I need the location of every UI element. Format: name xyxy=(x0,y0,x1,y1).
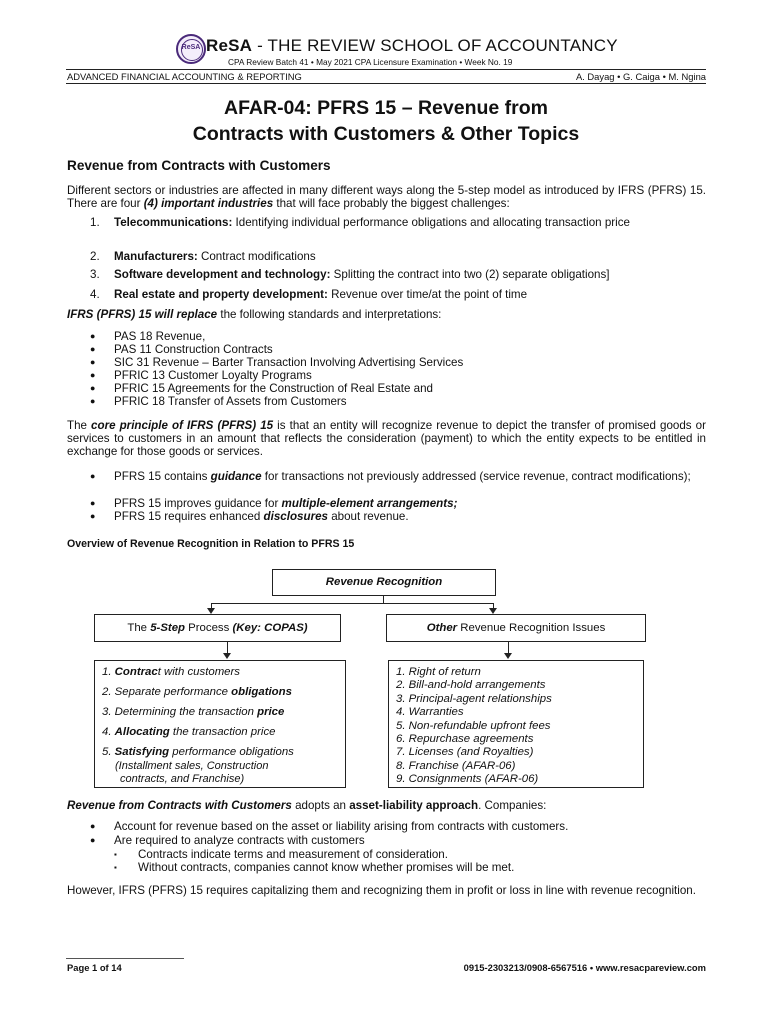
item-number: 3. xyxy=(90,268,100,281)
bullet-icon: ● xyxy=(90,344,96,354)
step-item xyxy=(102,726,275,739)
industry-text: Revenue over time/at the point of time xyxy=(327,288,528,301)
issue-item: 3. Principal-agent relationships xyxy=(396,692,552,705)
bullet-icon: ● xyxy=(90,331,96,341)
revenue-recognition-label: Revenue Recognition xyxy=(325,576,443,588)
overview-heading: Overview of Revenue Recognition in Relation to PFRS 15 xyxy=(67,538,355,550)
arrow-down-icon xyxy=(223,653,231,659)
five-step-text: The xyxy=(127,622,151,634)
issue-item: 4. Warranties xyxy=(396,706,464,719)
bullet-icon: ● xyxy=(90,511,96,521)
intro-paragraph xyxy=(67,184,706,210)
point-text: PFRS 15 contains xyxy=(114,470,211,483)
step-text-end: the transaction price xyxy=(169,726,276,738)
point-emphasis: disclosures xyxy=(263,510,328,523)
lead-text-end: . Companies: xyxy=(478,799,547,812)
step-text: 3. Determining the transaction xyxy=(102,706,258,718)
bullet-icon: ● xyxy=(90,471,96,481)
industry-label: Telecommunications: xyxy=(114,216,233,229)
point-text-end: about revenue. xyxy=(327,510,409,523)
connector xyxy=(383,595,384,603)
lead-emphasis: Revenue from Contracts with Customers xyxy=(67,799,292,812)
lead-approach: asset-liability approach xyxy=(349,799,479,812)
title-line-1: AFAR-04: PFRS 15 – Revenue from xyxy=(223,97,548,119)
step-sub-text: (Installment sales, Construction xyxy=(115,760,269,772)
industry-text: Splitting the contract into two (2) separate obligations] xyxy=(330,268,610,281)
closing-paragraph: However, IFRS (PFRS) 15 requires capitalizing them and recognizing them in profit or loss in line with revenue recognition. xyxy=(67,884,696,897)
replace-text: the following standards and interpretations: xyxy=(217,308,442,321)
logo xyxy=(176,34,206,64)
title-line-2: Contracts with Customers & Other Topics xyxy=(192,123,580,145)
issue-item: 2. Bill-and-hold arrangements xyxy=(396,679,546,692)
item-number: 2. xyxy=(90,250,100,263)
section-heading: Revenue from Contracts with Customers xyxy=(67,158,331,173)
item-number: 1. xyxy=(90,216,100,229)
copas-key: (Key: COPAS) xyxy=(232,622,308,634)
step-text-end: t with customers xyxy=(157,666,241,678)
step-text: 1. xyxy=(102,666,115,678)
course-title: ADVANCED FINANCIAL ACCOUNTING & REPORTING xyxy=(67,71,302,82)
page-title xyxy=(66,95,706,147)
standard-text: PFRIC 15 Agreements for the Construction of Real Estate and xyxy=(114,382,433,395)
bullet-icon: ● xyxy=(90,835,96,845)
logo-text: ReSA xyxy=(181,44,201,51)
core-emphasis: core principle of IFRS (PFRS) 15 xyxy=(91,419,274,432)
standard-text: PAS 18 Revenue, xyxy=(114,330,206,343)
five-step-text-mid: Process xyxy=(185,622,233,634)
connector xyxy=(211,603,494,604)
issue-item: 5. Non-refundable upfront fees xyxy=(396,719,551,732)
footer-contact: 0915-2303213/0908-6567516 • www.resacpareview.com xyxy=(463,962,706,973)
asset-liability-paragraph xyxy=(67,799,706,812)
square-bullet-icon: ▪ xyxy=(114,850,117,859)
industry-label: Manufacturers: xyxy=(114,250,198,263)
standard-text: PFRIC 18 Transfer of Assets from Customers xyxy=(114,395,347,408)
steps-list-box xyxy=(94,660,346,788)
industry-text: Identifying individual performance obligations and allocating transaction price xyxy=(232,216,630,229)
issues-list xyxy=(396,666,552,787)
step-item xyxy=(102,666,240,679)
point-text-end: for transactions not previously addressed (service revenue, contract modifications); xyxy=(261,470,691,483)
companies-text: Are required to analyze contracts with customers xyxy=(114,834,365,847)
brand-name: ReSA xyxy=(206,36,253,55)
standard-text: PFRIC 13 Customer Loyalty Programs xyxy=(114,369,312,382)
industry-text: Contract modifications xyxy=(197,250,316,263)
bullet-icon: ● xyxy=(90,396,96,406)
step-keyword: obligations xyxy=(231,686,292,698)
issue-item: 1. Right of return xyxy=(396,666,481,678)
step-text: 4. xyxy=(102,726,115,738)
step-item xyxy=(102,686,292,699)
issues-list-box xyxy=(388,660,644,788)
step-sub-text: contracts, and Franchise) xyxy=(120,773,245,785)
other-issues-text: Revenue Recognition Issues xyxy=(457,622,606,634)
bullet-icon: ● xyxy=(90,498,96,508)
step-item xyxy=(102,706,284,719)
industry-label: Software development and technology: xyxy=(114,268,331,281)
industry-label: Real estate and property development: xyxy=(114,288,328,301)
point-text: PFRS 15 improves guidance for xyxy=(114,497,282,510)
step-keyword: Allocating xyxy=(114,726,170,738)
header-rule-top xyxy=(66,69,706,70)
other-emphasis: Other xyxy=(426,622,458,634)
bullet-icon: ● xyxy=(90,357,96,367)
intro-emphasis: (4) important industries xyxy=(143,197,274,211)
issue-item: 8. Franchise (AFAR-06) xyxy=(396,759,516,772)
bullet-icon: ● xyxy=(90,370,96,380)
intro-text: Different sectors or industries are affected in many different ways along the 5-step model as introduced by IFRS (PFRS) 15. There are four xyxy=(67,184,706,211)
five-step-box xyxy=(94,614,341,642)
brand-school: - THE REVIEW SCHOOL OF ACCOUNTANCY xyxy=(252,36,618,55)
step-item xyxy=(102,746,294,759)
point-text: PFRS 15 requires enhanced xyxy=(114,510,264,523)
batch-line: CPA Review Batch 41 • May 2021 CPA Licensure Examination • Week No. 19 xyxy=(228,57,513,67)
square-bullet-icon: ▪ xyxy=(114,863,117,872)
page-number: Page 1 of 14 xyxy=(67,962,122,973)
companies-text: Account for revenue based on the asset or liability arising from contracts with customers. xyxy=(114,820,569,833)
bullet-icon: ● xyxy=(90,821,96,831)
other-issues-label xyxy=(387,615,645,641)
sub-text: Without contracts, companies cannot know whether promises will be met. xyxy=(138,861,515,874)
arrow-down-icon xyxy=(504,653,512,659)
intro-text-end: that will face probably the biggest challenges: xyxy=(273,197,510,211)
replace-paragraph xyxy=(67,308,706,321)
issue-item: 9. Consignments (AFAR-06) xyxy=(396,773,539,786)
five-step-emphasis: 5-Step xyxy=(150,622,185,634)
core-text: is that an entity will recognize revenue to depict the transfer of promised goods or services to customers in an amount that reflects the consideration (payment) to which the entity expects to be entitled in exchange for those goods or services. xyxy=(67,419,706,459)
issue-item: 6. Repurchase agreements xyxy=(396,733,534,746)
step-text-end: performance obligations xyxy=(169,746,294,758)
lead-text: adopts an xyxy=(291,799,350,812)
replace-emphasis: IFRS (PFRS) 15 will replace xyxy=(67,308,218,321)
step-keyword: Contrac xyxy=(114,666,158,678)
point-emphasis: multiple-element arrangements; xyxy=(281,497,458,510)
step-text: 5. xyxy=(102,746,115,758)
five-step-label xyxy=(95,615,340,641)
issue-item: 7. Licenses (and Royalties) xyxy=(396,746,534,759)
other-issues-box xyxy=(386,614,646,642)
standard-text: SIC 31 Revenue – Barter Transaction Involving Advertising Services xyxy=(114,356,464,369)
step-keyword: price xyxy=(257,706,285,718)
sub-text: Contracts indicate terms and measurement of consideration. xyxy=(138,848,448,861)
standard-text: PAS 11 Construction Contracts xyxy=(114,343,273,356)
revenue-recognition-box xyxy=(272,569,496,596)
brand-title xyxy=(206,36,618,56)
step-text: 2. Separate performance xyxy=(102,686,232,698)
bullet-icon: ● xyxy=(90,383,96,393)
item-number: 4. xyxy=(90,288,100,301)
authors: A. Dayag • G. Caiga • M. Ngina xyxy=(575,71,706,82)
header-rule-bottom xyxy=(66,83,706,84)
footer-rule xyxy=(66,958,184,959)
core-principle-paragraph xyxy=(67,419,706,459)
point-emphasis: guidance xyxy=(210,470,262,483)
core-text-start: The xyxy=(67,419,92,432)
step-keyword: Satisfying xyxy=(114,746,170,758)
